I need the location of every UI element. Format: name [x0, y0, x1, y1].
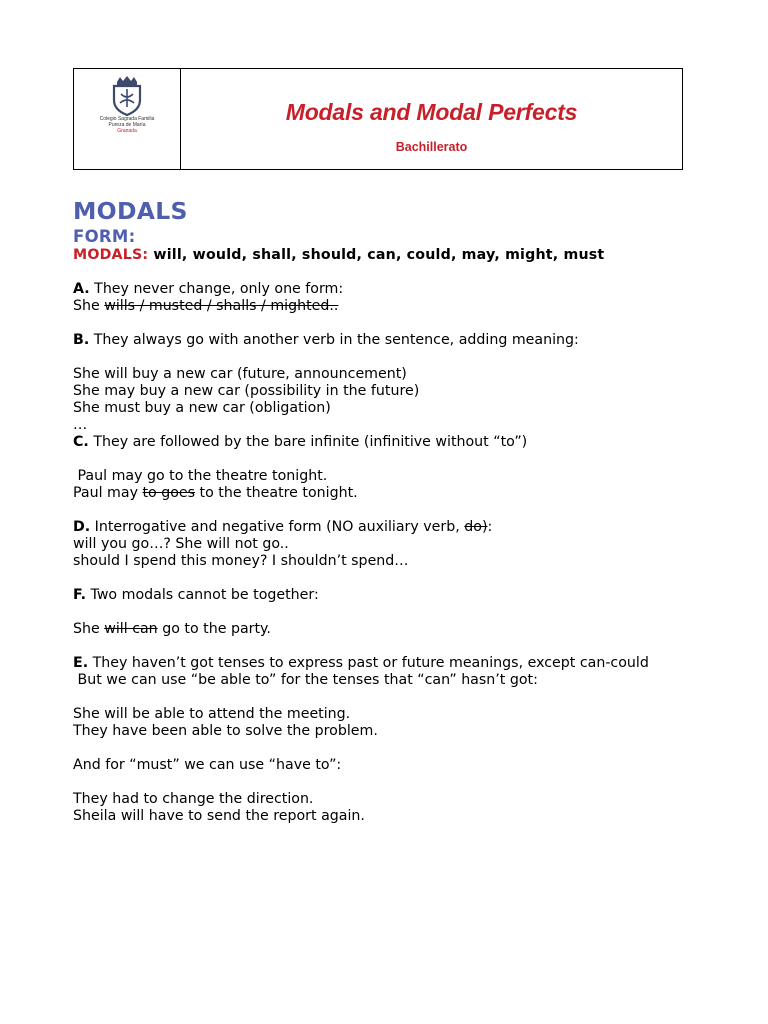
struck-text: to goes	[142, 485, 196, 501]
point-e-text-2: But we can use “be able to” for the tenses that “can” hasn’t got:	[73, 672, 538, 688]
point-c-example-2	[73, 485, 673, 502]
point-d-example-2: should I spend this money? I shouldn’t spend…	[73, 553, 409, 569]
point-d-example-1: will you go…? She will not go..	[73, 536, 289, 552]
point-b-text: They always go with another verb in the sentence, adding meaning:	[89, 332, 579, 348]
must-note: And for “must” we can use “have to”:	[73, 757, 342, 773]
title-cell	[181, 69, 682, 169]
point-a-example	[73, 298, 673, 315]
point-d	[73, 519, 673, 536]
point-d-letter: D.	[73, 519, 91, 535]
modals-list-line	[73, 247, 673, 264]
logo-name-line1: Colegio Sagrada Familia	[99, 116, 155, 122]
example-suffix: to the theatre tonight.	[195, 485, 358, 501]
example-prefix: She	[73, 298, 105, 314]
ellipsis: …	[73, 417, 88, 433]
struck-text: will can	[104, 621, 158, 637]
modals-label: MODALS:	[73, 247, 149, 263]
point-a-letter: A.	[73, 281, 90, 297]
struck-text: do)	[464, 519, 488, 535]
example-prefix: Paul may	[73, 485, 143, 501]
section-heading: MODALS	[73, 197, 188, 225]
struck-text: wills / musted / shalls / mighted..	[104, 298, 339, 314]
point-c-example-1: Paul may go to the theatre tonight.	[73, 468, 328, 484]
school-crest-icon	[107, 74, 147, 116]
point-f-example	[73, 621, 673, 638]
point-a-text: They never change, only one form:	[89, 281, 344, 297]
form-heading: FORM:	[73, 227, 136, 246]
point-e-text: They haven’t got tenses to express past or future meanings, except can-could	[88, 655, 649, 671]
example-suffix: go to the party.	[157, 621, 271, 637]
document-body	[73, 196, 673, 825]
example-prefix: She	[73, 621, 105, 637]
point-e-letter: E.	[73, 655, 89, 671]
point-c-letter: C.	[73, 434, 89, 450]
point-e-example-1: She will be able to attend the meeting.	[73, 706, 351, 722]
document-subtitle: Bachillerato	[395, 140, 468, 154]
point-c-text: They are followed by the bare infinite (infinitive without “to”)	[88, 434, 528, 450]
logo-cell	[74, 69, 181, 169]
point-d-text-end: :	[487, 519, 493, 535]
point-f-text: Two modals cannot be together:	[86, 587, 319, 603]
header-table	[73, 68, 683, 170]
modals-list: will, would, shall, should, can, could, may, might, must	[148, 247, 605, 263]
logo-city: Granada	[117, 128, 137, 134]
point-b-example-3: She must buy a new car (obligation)	[73, 400, 331, 416]
point-e	[73, 655, 673, 672]
point-e-example-4: Sheila will have to send the report again.	[73, 808, 365, 824]
point-c	[73, 434, 673, 451]
point-b-example-2: She may buy a new car (possibility in the future)	[73, 383, 420, 399]
point-b	[73, 332, 673, 349]
point-e-example-3: They had to change the direction.	[73, 791, 314, 807]
point-d-text: Interrogative and negative form (NO auxiliary verb,	[90, 519, 465, 535]
logo-name-line2: Pureza de María	[108, 122, 146, 128]
point-b-example-1: She will buy a new car (future, announcement)	[73, 366, 407, 382]
document-title: Modals and Modal Perfects	[285, 99, 578, 125]
point-e-example-2: They have been able to solve the problem.	[73, 723, 378, 739]
point-b-letter: B.	[73, 332, 90, 348]
point-a	[73, 281, 673, 298]
point-f-letter: F.	[73, 587, 86, 603]
point-f	[73, 587, 673, 604]
